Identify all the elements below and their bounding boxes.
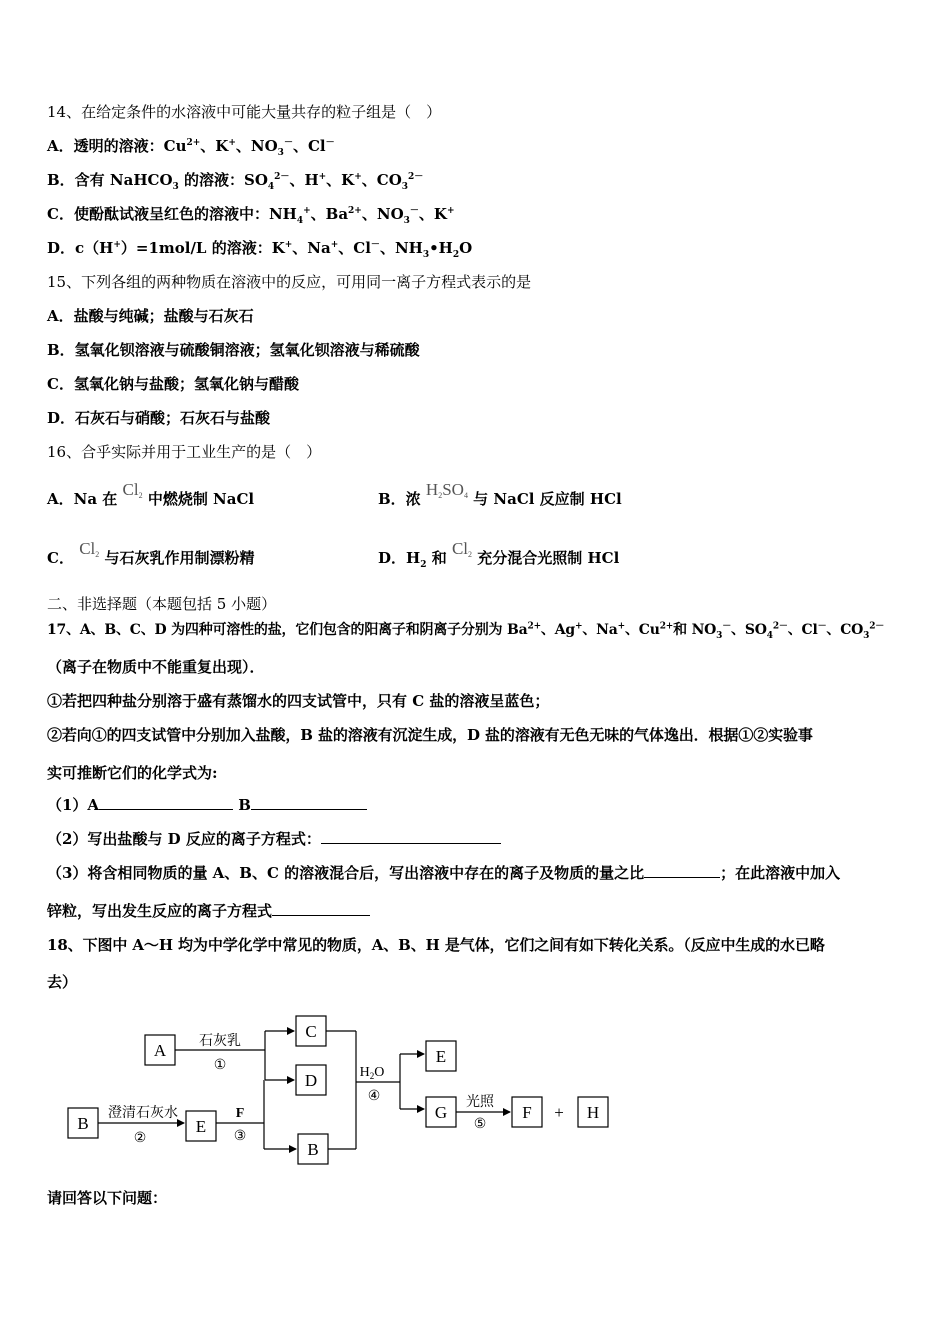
box-e2-label: E (435, 1047, 447, 1066)
q17-part-3: （3）将含相同物质的量 A、B、C 的溶液混合后，写出溶液中存在的离子及物质的量之比 ；在此溶液中加入 (47, 864, 841, 882)
q14-option-d: D．c（H+）=1mol/L 的溶液：K+、Na+、Cl－、$NH_3•H_2O$ (47, 239, 473, 260)
box-g-label: G (434, 1103, 448, 1122)
reaction-3-number: ③ (233, 1129, 247, 1144)
q16-option-c: C． Cl2 与石灰乳作用制漂粉精 (47, 539, 255, 567)
q17-stem: 17、A、B、C、D 为四种可溶性的盐，它们包含的阳离子和阴离子分别为 $Ba^{2+}$、Ag+、Na+、$Cu^{2+}$和 $NO_3^-$、$SO_4^{2-}$、Cl－、$CO_3^{2-}$ (47, 621, 885, 641)
box-e1-label: E (195, 1117, 207, 1136)
q15-option-a: A．盐酸与纯碱；盐酸与石灰石 (47, 307, 254, 325)
q14-option-b: B．含有 NaHCO$_3$ 的溶液：$SO_4^{2-}$、H+、K+、$CO_3^{2-}$ (47, 171, 424, 192)
box-d-label: D (304, 1071, 318, 1090)
q16-option-b: B．浓 H2SO4 与 NaCl 反应制 HCl (378, 480, 622, 508)
answer-blank-3b[interactable] (272, 901, 370, 916)
q16-stem: 16、合乎实际并用于工业生产的是（ ） (47, 443, 322, 461)
q17-condition-1: ①若把四种盐分别溶于盛有蒸馏水的四支试管中，只有 C 盐的溶液呈蓝色； (47, 692, 550, 710)
q14-option-c: C．使酚酞试液呈红色的溶液中：$NH_4^+$、$Ba^{2+}$、$NO_3^-$、K+ (47, 205, 455, 226)
q17-condition-2-cont: 实可推断它们的化学式为: (47, 764, 218, 782)
q16-option-d: D．$H_2$ 和 Cl2 充分混合光照制 HCl (378, 539, 620, 570)
reaction-5-number: ⑤ (473, 1117, 487, 1132)
answer-blank-a[interactable] (99, 795, 233, 810)
answer-prompt: 请回答以下问题： (47, 1189, 168, 1207)
reaction-4-number: ④ (367, 1089, 381, 1104)
q17-part-2: （2）写出盐酸与 D 反应的离子方程式： (47, 829, 501, 849)
reaction-diagram (0, 1005, 950, 1185)
reaction-2-number: ② (133, 1131, 147, 1146)
reaction-1-reagent: 石灰乳 (199, 1034, 241, 1049)
reaction-5-condition: 光照 (466, 1095, 494, 1110)
reaction-2-reagent: 澄清石灰水 (108, 1106, 178, 1121)
box-a-label: A (153, 1041, 167, 1060)
reaction-1-number: ① (213, 1058, 227, 1073)
answer-blank-b[interactable] (251, 795, 367, 810)
q15-option-b: B．氢氧化钡溶液与硫酸铜溶液；氢氧化钡溶液与稀硫酸 (47, 341, 420, 359)
q15-option-d: D．石灰石与硝酸；石灰石与盐酸 (47, 409, 271, 427)
q17-condition-2: ②若向①的四支试管中分别加入盐酸，B 盐的溶液有沉淀生成，D 盐的溶液有无色无味的气体逸出．根据①②实验事 (47, 726, 813, 744)
box-h-label: H (586, 1103, 600, 1122)
q18-stem: 18、下图中 A～H 均为中学化学中常见的物质，A、B、H 是气体，它们之间有如下转化关系。（反应中生成的水已略 (47, 936, 825, 954)
reaction-3-reagent: F (235, 1106, 245, 1121)
plus-sign: + (554, 1103, 564, 1122)
section-heading: 二、非选择题（本题包括 5 小题） (47, 595, 277, 613)
q17-part-3-cont: 锌粒，写出发生反应的离子方程式 (47, 901, 370, 921)
q14-option-a: A．透明的溶液：$Cu^{2+}$、K+、$NO_3^-$、Cl－ (47, 137, 335, 158)
q15-stem: 15、下列各组的两种物质在溶液中的反应，可用同一离子方程式表示的是 (47, 273, 532, 291)
q14-stem: 14、在给定条件的水溶液中可能大量共存的粒子组是（ ） (47, 103, 442, 121)
answer-blank-2[interactable] (321, 829, 501, 844)
box-b2-label: B (307, 1140, 319, 1159)
box-c-label: C (305, 1022, 317, 1041)
q16-option-a: A．Na 在 Cl2 中燃烧制 NaCl (47, 480, 255, 508)
q17-note: （离子在物质中不能重复出现）． (47, 658, 265, 676)
answer-blank-3a[interactable] (644, 863, 720, 878)
q15-option-c: C．氢氧化钠与盐酸；氢氧化钠与醋酸 (47, 375, 299, 393)
reaction-4-reagent: $H_2O$ (359, 1065, 385, 1081)
q18-stem-cont: 去） (47, 973, 78, 991)
box-b-label: B (77, 1114, 89, 1133)
q17-part-1: （1）A B (47, 795, 367, 815)
box-f-label: F (522, 1103, 532, 1122)
